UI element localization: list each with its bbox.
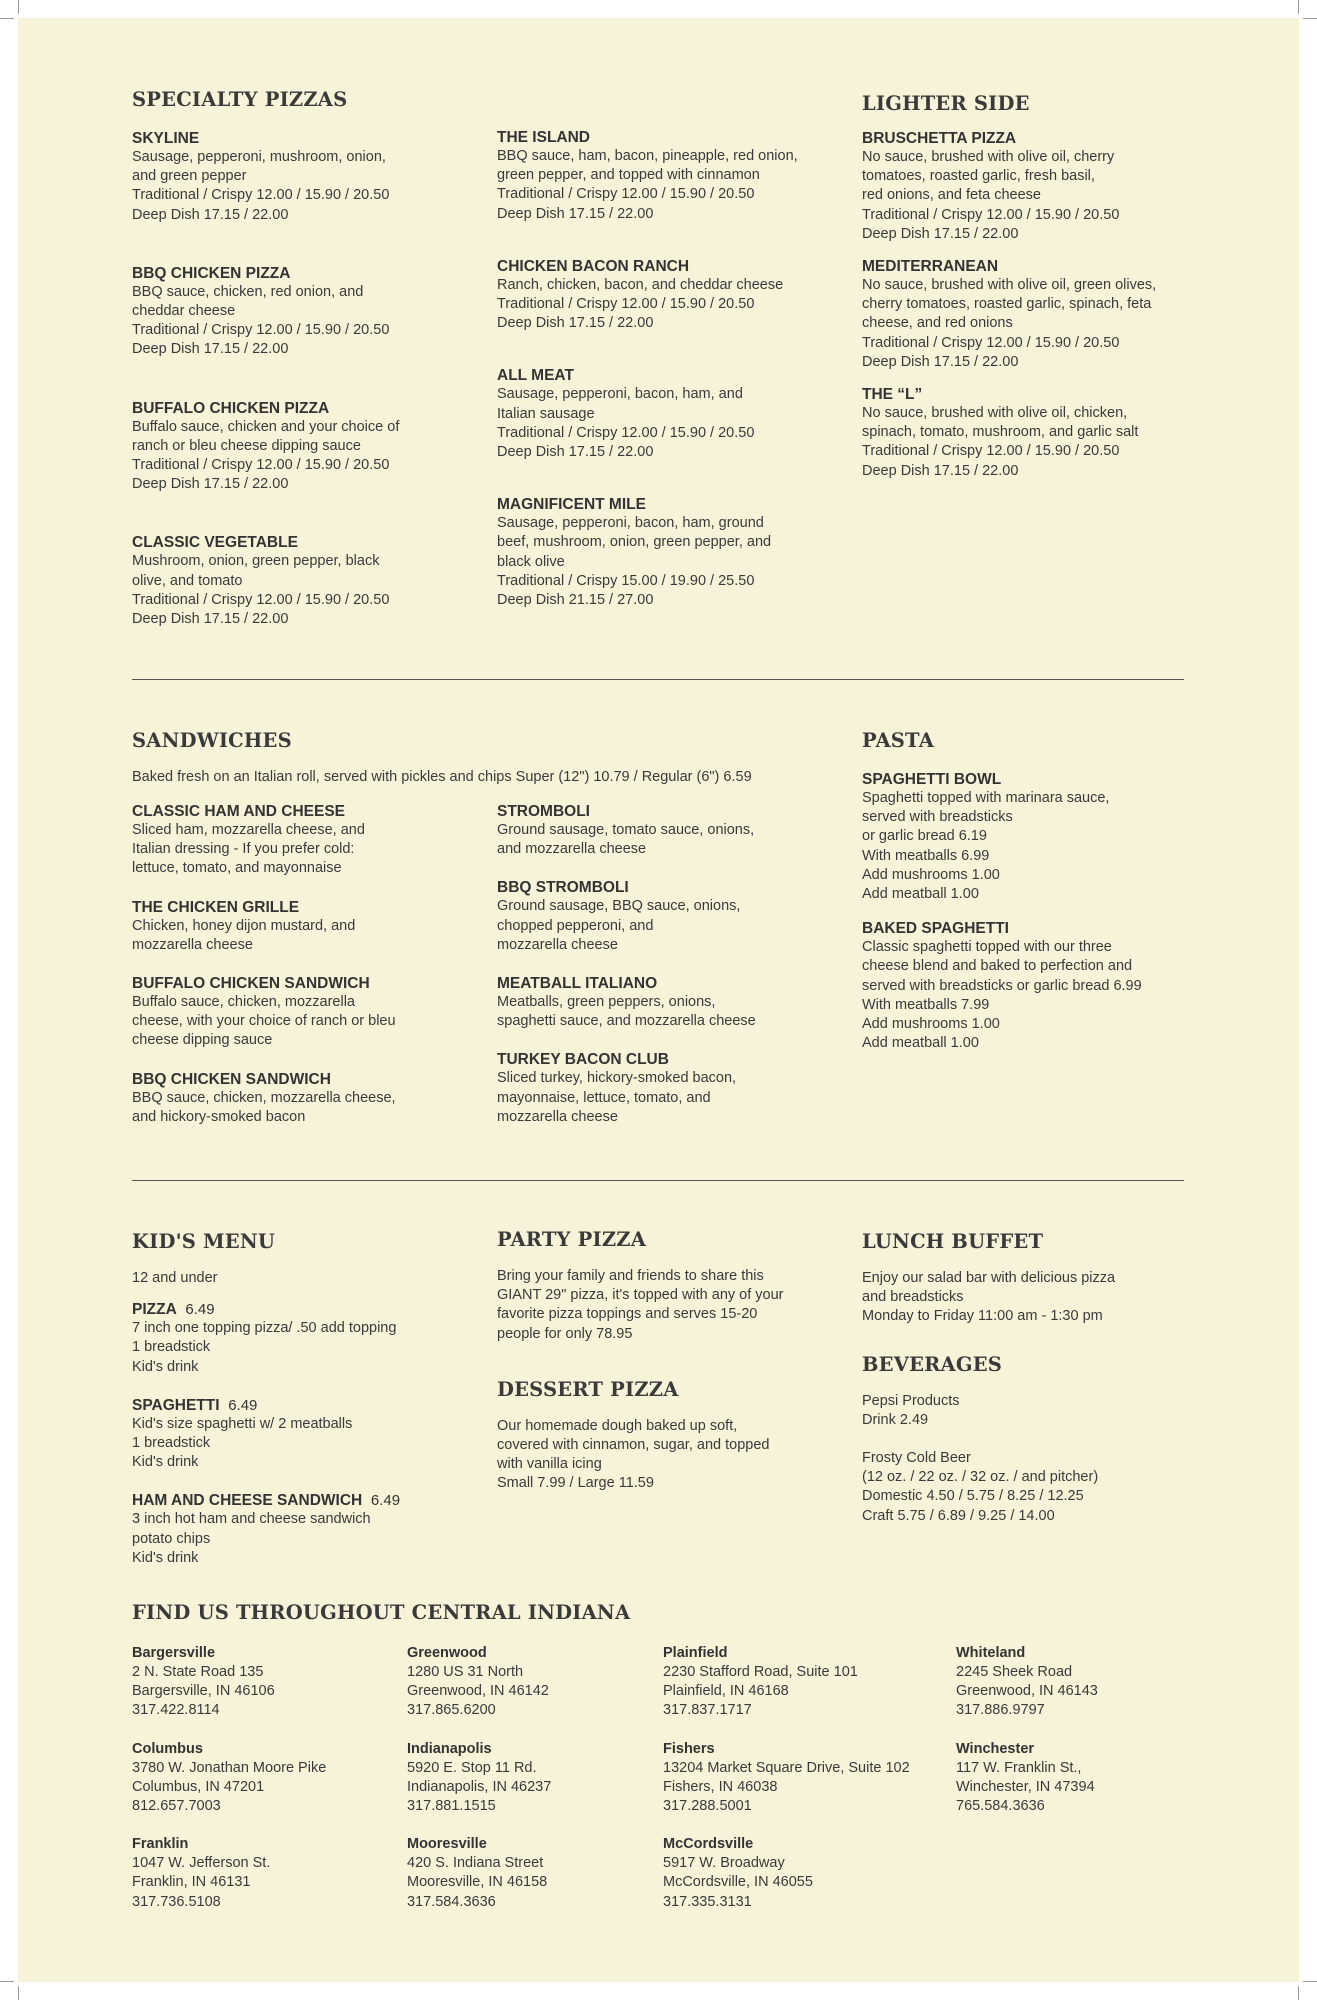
- item-line: Sliced turkey, hickory-smoked bacon,: [497, 1070, 737, 1087]
- item-line: mayonnaise, lettuce, tomato, and: [497, 1089, 711, 1106]
- item-name: BRUSCHETTA PIZZA: [862, 130, 1017, 147]
- item-line: covered with cinnamon, sugar, and topped: [497, 1437, 770, 1454]
- menu-item: [132, 802, 472, 879]
- item-line: Ground sausage, tomato sauce, onions,: [497, 822, 755, 838]
- menu-item: [132, 264, 462, 360]
- item-line: Deep Dish 17.15 / 22.00: [862, 462, 1019, 479]
- crop-mark: [1298, 0, 1299, 14]
- location-line: 317.886.9797: [956, 1702, 1045, 1719]
- location-line: 2245 Sheek Road: [956, 1664, 1073, 1680]
- item-line: mozzarella cheese: [497, 1108, 618, 1125]
- item-line: cheese, and red onions: [862, 315, 1013, 332]
- menu-item: [132, 898, 472, 955]
- item-line: Traditional / Crispy 12.00 / 15.90 / 20.50: [132, 457, 390, 474]
- item-line: Our homemade dough baked up soft,: [497, 1417, 738, 1434]
- location-line: 317.865.6200: [407, 1702, 496, 1719]
- item-line: Sliced ham, mozzarella cheese, and: [132, 822, 365, 838]
- item-line: Add mushrooms 1.00: [862, 1016, 1000, 1033]
- location-line: 5917 W. Broadway: [663, 1855, 785, 1872]
- item-line: Deep Dish 17.15 / 22.00: [497, 205, 654, 222]
- locations-header: [132, 1601, 832, 1625]
- item-line: Chicken, honey dijon mustard, and: [132, 917, 356, 934]
- item-line: Deep Dish 17.15 / 22.00: [132, 476, 289, 493]
- item-name: STROMBOLI: [497, 803, 590, 820]
- item-name: THE CHICKEN GRILLE: [132, 898, 300, 916]
- section-title-kids-menu: KID'S MENU: [132, 1230, 276, 1253]
- item-line: served with breadsticks or garlic bread 6.99: [862, 977, 1142, 994]
- item-line: Traditional / Crispy 15.00 / 19.90 / 25.50: [497, 572, 755, 589]
- location-line: 317.335.3131: [663, 1893, 752, 1910]
- location-line: 3780 W. Jonathan Moore Pike: [132, 1759, 327, 1776]
- section-title-specialty-pizzas: SPECIALTY PIZZAS: [132, 88, 348, 111]
- item-line: 7 inch one topping pizza/ .50 add topping: [132, 1320, 397, 1337]
- item-line: Kid's size spaghetti w/ 2 meatballs: [132, 1415, 353, 1432]
- location-entry: [663, 1835, 953, 1912]
- location-line: 812.657.7003: [132, 1798, 221, 1815]
- item-line: Kid's drink: [132, 1358, 199, 1375]
- menu-item: [497, 878, 842, 955]
- item-line: Ground sausage, BBQ sauce, onions,: [497, 898, 741, 915]
- item-line: Traditional / Crispy 12.00 / 15.90 / 20.50: [862, 334, 1120, 351]
- location-name: Columbus: [132, 1740, 203, 1757]
- item-line: and mozzarella cheese: [497, 841, 647, 858]
- item-name: SKYLINE: [132, 130, 200, 147]
- item-name: [132, 1300, 472, 1319]
- menu-item: [862, 129, 1202, 244]
- item-name: CLASSIC HAM AND CHEESE: [132, 803, 345, 820]
- location-line: Greenwood, IN 46142: [407, 1683, 549, 1700]
- item-name: CHICKEN BACON RANCH: [497, 257, 690, 275]
- item-title: PIZZA: [132, 1301, 177, 1319]
- location-name: Indianapolis: [407, 1740, 492, 1757]
- item-line: Pepsi Products: [862, 1392, 960, 1409]
- menu-item: [862, 919, 1202, 1053]
- location-line: 317.881.1515: [407, 1798, 496, 1815]
- item-line: cheese blend and baked to perfection and: [862, 958, 1133, 975]
- menu-item: [862, 257, 1202, 372]
- sandwiches-header: [132, 729, 832, 787]
- item-line: Frosty Cold Beer: [862, 1450, 971, 1467]
- location-entry: [132, 1740, 392, 1817]
- item-line: Traditional / Crispy 12.00 / 15.90 / 20.50: [132, 187, 390, 204]
- menu-item: [132, 1070, 472, 1127]
- lunch-beverages-col: [862, 1230, 1202, 1526]
- item-line: mozzarella cheese: [497, 936, 618, 953]
- location-entry: [407, 1644, 647, 1721]
- item-line: Italian sausage: [497, 405, 595, 422]
- item-name: MEDITERRANEAN: [862, 258, 999, 276]
- location-line: 317.288.5001: [663, 1798, 752, 1815]
- location-line: 1280 US 31 North: [407, 1664, 524, 1680]
- menu-item: [497, 974, 842, 1031]
- item-line: Traditional / Crispy 12.00 / 15.90 / 20.50: [862, 206, 1120, 223]
- item-line: Traditional / Crispy 12.00 / 15.90 / 20.50: [497, 296, 755, 313]
- menu-item: [862, 770, 1202, 904]
- item-name: MAGNIFICENT MILE: [497, 496, 646, 514]
- item-line: Deep Dish 17.15 / 22.00: [862, 353, 1019, 370]
- item-line: 1 breadstick: [132, 1339, 211, 1356]
- item-price: 6.49: [370, 1492, 401, 1510]
- section-title-sandwiches: SANDWICHES: [132, 729, 292, 752]
- item-line: Add mushrooms 1.00: [862, 866, 1000, 883]
- crop-mark: [18, 0, 19, 14]
- item-name: TURKEY BACON CLUB: [497, 1051, 669, 1069]
- item-line: mozzarella cheese: [132, 936, 253, 953]
- crop-mark: [18, 1986, 19, 2000]
- location-line: Winchester, IN 47394: [956, 1778, 1095, 1795]
- item-line: and breadsticks: [862, 1289, 964, 1306]
- location-line: Greenwood, IN 46143: [956, 1683, 1098, 1700]
- item-line: Drink 2.49: [862, 1411, 929, 1428]
- item-line: green pepper, and topped with cinnamon: [497, 167, 760, 184]
- item-line: 1 breadstick: [132, 1435, 211, 1452]
- item-line: Spaghetti topped with marinara sauce,: [862, 790, 1110, 806]
- location-entry: [132, 1835, 392, 1912]
- item-name: [132, 1491, 472, 1510]
- item-line: cheddar cheese: [132, 303, 236, 320]
- menu-item: [132, 1396, 472, 1473]
- item-price: 6.49: [228, 1396, 258, 1414]
- item-line: With meatballs 7.99: [862, 996, 990, 1013]
- item-line: Bring your family and friends to share this: [497, 1268, 764, 1284]
- item-line: served with breadsticks: [862, 809, 1013, 826]
- locations-col3: [663, 1644, 953, 1912]
- section-title-lighter-side: LIGHTER SIDE: [862, 92, 1030, 115]
- party-dessert-col: [497, 1228, 842, 1494]
- location-entry: [407, 1835, 647, 1912]
- location-line: Mooresville, IN 46158: [407, 1874, 548, 1891]
- item-line: Traditional / Crispy 12.00 / 15.90 / 20.50: [497, 186, 755, 203]
- location-entry: [956, 1740, 1196, 1817]
- item-line: No sauce, brushed with olive oil, cherry: [862, 149, 1115, 165]
- item-line: Deep Dish 21.15 / 27.00: [497, 592, 654, 609]
- location-line: 2 N. State Road 135: [132, 1664, 264, 1680]
- sandwiches-intro: Baked fresh on an Italian roll, served with pickles and chips Super (12") 10.79 / Regular (6") 6.59: [132, 769, 752, 785]
- location-line: 5920 E. Stop 11 Rd.: [407, 1759, 537, 1776]
- item-line: people for only 78.95: [497, 1325, 633, 1342]
- item-line: No sauce, brushed with olive oil, chicken,: [862, 405, 1128, 422]
- beverages-beer: [862, 1449, 1202, 1526]
- item-line: Italian dressing - If you prefer cold:: [132, 841, 355, 858]
- lunch-buffet-text: [862, 1269, 1202, 1327]
- item-line: BBQ sauce, ham, bacon, pineapple, red onion,: [497, 148, 798, 164]
- menu-item: [132, 533, 462, 629]
- location-name: Plainfield: [663, 1645, 728, 1661]
- specialty-pizzas-col2: [497, 128, 842, 610]
- item-line: BBQ sauce, chicken, red onion, and: [132, 283, 364, 300]
- location-line: 317.736.5108: [132, 1893, 221, 1910]
- locations-col4: [956, 1644, 1196, 1816]
- beverages-soft-drinks: [862, 1392, 1202, 1430]
- item-line: favorite pizza toppings and serves 15-20: [497, 1306, 758, 1323]
- location-name: Fishers: [663, 1740, 715, 1757]
- menu-item: [132, 974, 472, 1051]
- item-name: BBQ STROMBOLI: [497, 879, 629, 897]
- section-title-pasta: PASTA: [862, 729, 935, 752]
- crop-mark: [0, 1981, 14, 1982]
- location-entry: [663, 1644, 953, 1721]
- sandwiches-col2: [497, 802, 842, 1127]
- location-line: 317.422.8114: [132, 1702, 220, 1719]
- menu-item: [497, 1050, 842, 1127]
- menu-item: [497, 495, 842, 610]
- item-name: CLASSIC VEGETABLE: [132, 534, 298, 552]
- location-entry: [663, 1740, 953, 1817]
- pasta-col: [862, 729, 1202, 1053]
- item-line: Add meatball 1.00: [862, 1035, 979, 1052]
- item-line: Deep Dish 17.15 / 22.00: [132, 341, 289, 358]
- location-line: Bargersville, IN 46106: [132, 1683, 275, 1700]
- location-name: Bargersville: [132, 1645, 216, 1661]
- item-line: Traditional / Crispy 12.00 / 15.90 / 20.50: [497, 424, 755, 441]
- crop-mark: [1298, 1986, 1299, 2000]
- menu-item: [132, 129, 462, 225]
- item-line: Sausage, pepperoni, mushroom, onion,: [132, 149, 386, 165]
- item-name: BBQ CHICKEN PIZZA: [132, 264, 291, 282]
- item-line: With meatballs 6.99: [862, 847, 990, 864]
- location-line: 420 S. Indiana Street: [407, 1855, 544, 1872]
- location-line: 765.584.3636: [956, 1798, 1045, 1815]
- location-name: Winchester: [956, 1740, 1035, 1757]
- item-line: Mushroom, onion, green pepper, black: [132, 553, 380, 570]
- section-title-locations: FIND US THROUGHOUT CENTRAL INDIANA: [132, 1601, 631, 1624]
- location-line: Columbus, IN 47201: [132, 1778, 265, 1795]
- menu-item: [132, 399, 462, 495]
- location-name: Franklin: [132, 1836, 189, 1853]
- menu-item: [497, 257, 842, 334]
- section-title-beverages: BEVERAGES: [862, 1352, 1003, 1376]
- item-line: cheese dipping sauce: [132, 1032, 273, 1049]
- item-line: Craft 5.75 / 6.89 / 9.25 / 14.00: [862, 1507, 1055, 1524]
- item-line: spinach, tomato, mushroom, and garlic salt: [862, 424, 1139, 441]
- item-line: with vanilla icing: [497, 1456, 602, 1473]
- item-line: Deep Dish 17.15 / 22.00: [497, 444, 654, 461]
- crop-mark: [1303, 18, 1317, 19]
- sandwiches-col1: [132, 802, 472, 1127]
- item-name: SPAGHETTI BOWL: [862, 771, 1002, 788]
- menu-item: [497, 366, 842, 462]
- item-line: Traditional / Crispy 12.00 / 15.90 / 20.50: [132, 322, 390, 339]
- item-name: THE “L”: [862, 386, 923, 404]
- item-line: and green pepper: [132, 168, 247, 185]
- item-line: black olive: [497, 553, 565, 570]
- item-line: No sauce, brushed with olive oil, green olives,: [862, 277, 1157, 294]
- item-price: 6.49: [185, 1301, 215, 1319]
- item-line: 3 inch hot ham and cheese sandwich: [132, 1511, 371, 1528]
- item-line: cherry tomatoes, roasted garlic, spinach, feta: [862, 296, 1152, 313]
- item-line: Buffalo sauce, chicken and your choice of: [132, 418, 400, 435]
- item-name: MEATBALL ITALIANO: [497, 975, 658, 993]
- item-line: Sausage, pepperoni, bacon, ham, ground: [497, 515, 764, 532]
- item-line: BBQ sauce, chicken, mozzarella cheese,: [132, 1089, 396, 1106]
- item-line: olive, and tomato: [132, 572, 243, 589]
- item-line: lettuce, tomato, and mayonnaise: [132, 860, 342, 877]
- item-line: spaghetti sauce, and mozzarella cheese: [497, 1013, 756, 1030]
- location-line: 13204 Market Square Drive, Suite 102: [663, 1759, 910, 1776]
- item-title: HAM AND CHEESE SANDWICH: [132, 1492, 363, 1510]
- item-line: (12 oz. / 22 oz. / 32 oz. / and pitcher): [862, 1469, 1099, 1486]
- item-line: beef, mushroom, onion, green pepper, and: [497, 534, 772, 551]
- item-line: Traditional / Crispy 12.00 / 15.90 / 20.50: [862, 443, 1120, 460]
- kids-menu-col: [132, 1230, 472, 1568]
- item-line: Ranch, chicken, bacon, and cheddar cheese: [497, 276, 784, 293]
- location-line: Franklin, IN 46131: [132, 1874, 251, 1891]
- location-entry: [956, 1644, 1196, 1721]
- location-line: Indianapolis, IN 46237: [407, 1778, 552, 1795]
- lighter-side-col: [862, 92, 1202, 481]
- item-line: potato chips: [132, 1530, 211, 1547]
- location-entry: [407, 1740, 647, 1817]
- item-name: [132, 1396, 472, 1415]
- item-name: THE ISLAND: [497, 129, 590, 146]
- item-line: Meatballs, green peppers, onions,: [497, 994, 716, 1011]
- item-title: SPAGHETTI: [132, 1396, 220, 1414]
- item-line: Deep Dish 17.15 / 22.00: [132, 611, 289, 628]
- section-divider: [132, 679, 1184, 680]
- dessert-pizza-text: [497, 1417, 842, 1494]
- menu-item: [862, 385, 1202, 481]
- section-title-dessert-pizza: DESSERT PIZZA: [497, 1377, 679, 1401]
- section-title-party-pizza: PARTY PIZZA: [497, 1228, 647, 1251]
- location-name: Whiteland: [956, 1645, 1026, 1661]
- item-line: and hickory-smoked bacon: [132, 1108, 306, 1125]
- crop-mark: [0, 18, 14, 19]
- locations-col2: [407, 1644, 647, 1912]
- location-line: Plainfield, IN 46168: [663, 1683, 789, 1700]
- location-line: McCordsville, IN 46055: [663, 1874, 813, 1891]
- item-line: Traditional / Crispy 12.00 / 15.90 / 20.50: [132, 591, 390, 608]
- locations-col1: [132, 1644, 392, 1912]
- location-name: Greenwood: [407, 1645, 487, 1661]
- menu-item: [497, 128, 842, 224]
- item-line: Domestic 4.50 / 5.75 / 8.25 / 12.25: [862, 1488, 1084, 1505]
- item-line: Small 7.99 / Large 11.59: [497, 1475, 654, 1492]
- item-line: Deep Dish 17.15 / 22.00: [862, 225, 1019, 242]
- item-line: cheese, with your choice of ranch or bleu: [132, 1013, 396, 1030]
- section-title-lunch-buffet: LUNCH BUFFET: [862, 1230, 1044, 1253]
- party-pizza-text: [497, 1267, 842, 1344]
- item-name: ALL MEAT: [497, 367, 574, 385]
- menu-item: [132, 1491, 472, 1568]
- menu-item: [132, 1300, 472, 1377]
- item-line: Deep Dish 17.15 / 22.00: [497, 315, 654, 332]
- item-line: Kid's drink: [132, 1549, 199, 1566]
- item-line: Add meatball 1.00: [862, 886, 979, 903]
- location-line: 317.584.3636: [407, 1893, 496, 1910]
- location-line: 2230 Stafford Road, Suite 101: [663, 1664, 858, 1680]
- location-name: McCordsville: [663, 1836, 754, 1853]
- item-line: chopped pepperoni, and: [497, 917, 654, 934]
- crop-mark: [1303, 1981, 1317, 1982]
- section-divider: [132, 1180, 1184, 1181]
- item-line: ranch or bleu cheese dipping sauce: [132, 437, 361, 454]
- item-line: Monday to Friday 11:00 am - 1:30 pm: [862, 1308, 1103, 1325]
- item-line: Classic spaghetti topped with our three: [862, 939, 1112, 956]
- item-line: Sausage, pepperoni, bacon, ham, and: [497, 386, 743, 403]
- kids-subtitle: 12 and under: [132, 1270, 218, 1286]
- item-name: BUFFALO CHICKEN PIZZA: [132, 399, 330, 417]
- location-line: 1047 W. Jefferson St.: [132, 1855, 271, 1872]
- location-line: Fishers, IN 46038: [663, 1778, 778, 1795]
- item-name: BAKED SPAGHETTI: [862, 920, 1009, 938]
- item-line: Enjoy our salad bar with delicious pizza: [862, 1270, 1116, 1286]
- specialty-pizzas-col1: [132, 88, 462, 629]
- location-line: 317.837.1717: [663, 1702, 752, 1719]
- item-line: Buffalo sauce, chicken, mozzarella: [132, 994, 355, 1011]
- item-line: or garlic bread 6.19: [862, 828, 987, 845]
- item-name: BUFFALO CHICKEN SANDWICH: [132, 975, 370, 993]
- location-name: Mooresville: [407, 1836, 487, 1853]
- location-line: 117 W. Franklin St.,: [956, 1759, 1082, 1776]
- item-line: Kid's drink: [132, 1454, 199, 1471]
- item-line: tomatoes, roasted garlic, fresh basil,: [862, 168, 1095, 185]
- item-line: red onions, and feta cheese: [862, 187, 1041, 204]
- item-line: Deep Dish 17.15 / 22.00: [132, 206, 289, 223]
- menu-item: [497, 802, 842, 859]
- location-entry: [132, 1644, 392, 1721]
- item-line: GIANT 29" pizza, it's topped with any of your: [497, 1287, 784, 1304]
- item-name: BBQ CHICKEN SANDWICH: [132, 1070, 331, 1088]
